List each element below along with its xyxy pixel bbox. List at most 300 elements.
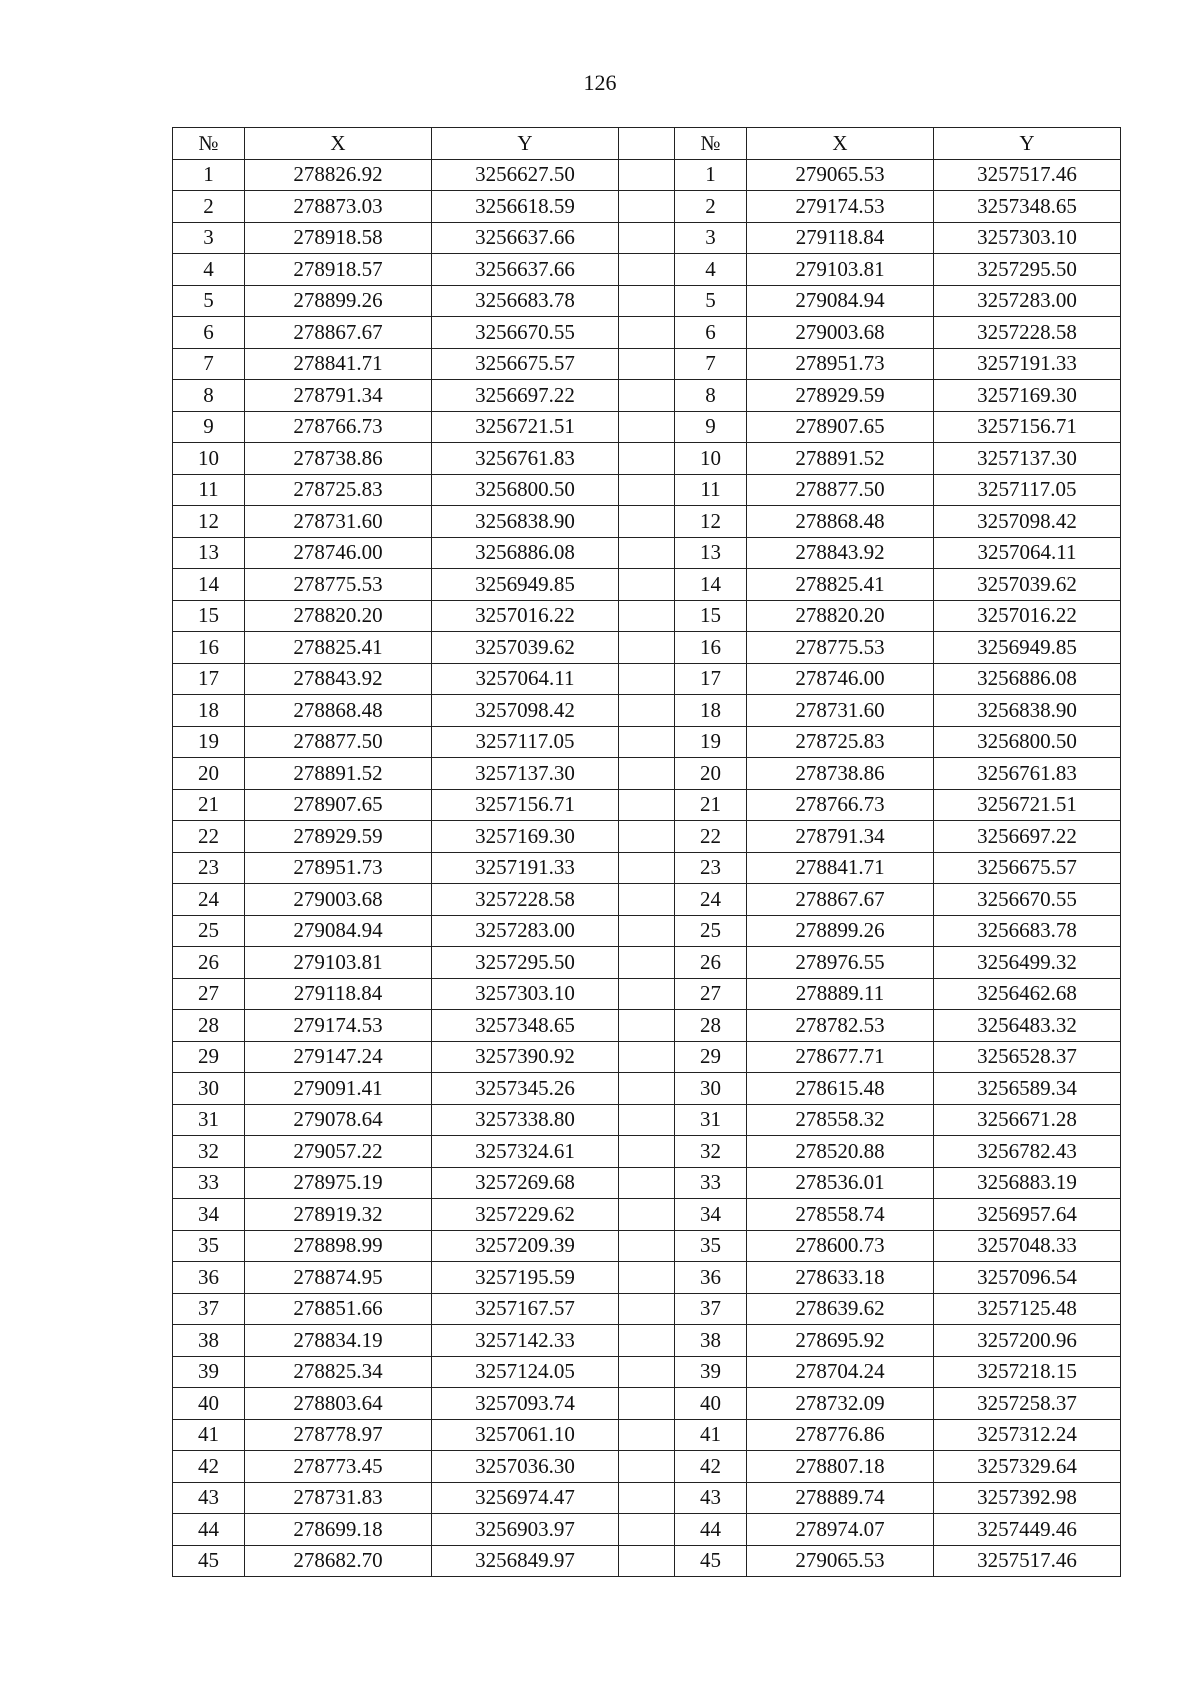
left-y-value: 3256683.78	[432, 285, 619, 317]
right-y-value: 3256675.57	[934, 852, 1121, 884]
left-y-value: 3256637.66	[432, 254, 619, 286]
table-row	[173, 821, 1121, 853]
left-point-number: 23	[173, 852, 245, 884]
right-point-number: 29	[675, 1041, 747, 1073]
right-point-number: 17	[675, 663, 747, 695]
right-point-number: 28	[675, 1010, 747, 1042]
right-x-value: 279174.53	[747, 191, 934, 223]
gap-cell	[619, 1136, 675, 1168]
left-point-number: 18	[173, 695, 245, 727]
table-row	[173, 1167, 1121, 1199]
left-point-number: 15	[173, 600, 245, 632]
table-row	[173, 1230, 1121, 1262]
right-y-value: 3256589.34	[934, 1073, 1121, 1105]
left-x-value: 278682.70	[245, 1545, 432, 1577]
gap-cell	[619, 758, 675, 790]
right-x-value: 278825.41	[747, 569, 934, 601]
left-point-number: 12	[173, 506, 245, 538]
table-row	[173, 1293, 1121, 1325]
right-point-number: 26	[675, 947, 747, 979]
right-point-number: 9	[675, 411, 747, 443]
right-x-value: 278725.83	[747, 726, 934, 758]
left-x-value: 278877.50	[245, 726, 432, 758]
right-x-value: 278951.73	[747, 348, 934, 380]
left-point-number: 17	[173, 663, 245, 695]
left-x-value: 278918.58	[245, 222, 432, 254]
right-point-number: 43	[675, 1482, 747, 1514]
left-y-value: 3257303.10	[432, 978, 619, 1010]
left-x-value: 278929.59	[245, 821, 432, 853]
left-x-value: 278825.41	[245, 632, 432, 664]
right-point-number: 18	[675, 695, 747, 727]
right-point-number: 33	[675, 1167, 747, 1199]
gap-cell	[619, 1514, 675, 1546]
left-point-number: 14	[173, 569, 245, 601]
right-y-value: 3257348.65	[934, 191, 1121, 223]
left-x-value: 278803.64	[245, 1388, 432, 1420]
left-y-value: 3257191.33	[432, 852, 619, 884]
right-point-number: 44	[675, 1514, 747, 1546]
gap-cell	[619, 1230, 675, 1262]
left-num-header: №	[173, 128, 245, 160]
gap-cell	[619, 569, 675, 601]
right-y-value: 3256883.19	[934, 1167, 1121, 1199]
right-x-value: 278746.00	[747, 663, 934, 695]
left-x-value: 278791.34	[245, 380, 432, 412]
right-x-value: 279065.53	[747, 1545, 934, 1577]
right-point-number: 20	[675, 758, 747, 790]
right-y-value: 3257449.46	[934, 1514, 1121, 1546]
right-y-value: 3256683.78	[934, 915, 1121, 947]
right-point-number: 42	[675, 1451, 747, 1483]
left-y-value: 3256637.66	[432, 222, 619, 254]
right-y-value: 3256721.51	[934, 789, 1121, 821]
right-x-value: 278738.86	[747, 758, 934, 790]
gap-cell	[619, 632, 675, 664]
left-y-value: 3256627.50	[432, 159, 619, 191]
left-point-number: 27	[173, 978, 245, 1010]
left-y-header: Y	[432, 128, 619, 160]
table-row	[173, 1482, 1121, 1514]
table-row	[173, 380, 1121, 412]
right-y-value: 3256670.55	[934, 884, 1121, 916]
right-point-number: 30	[675, 1073, 747, 1105]
table-row	[173, 726, 1121, 758]
gap-cell	[619, 1356, 675, 1388]
left-point-number: 24	[173, 884, 245, 916]
table-row	[173, 1388, 1121, 1420]
left-x-value: 278773.45	[245, 1451, 432, 1483]
left-point-number: 26	[173, 947, 245, 979]
gap-cell	[619, 191, 675, 223]
right-x-value: 278677.71	[747, 1041, 934, 1073]
left-y-value: 3257039.62	[432, 632, 619, 664]
right-point-number: 45	[675, 1545, 747, 1577]
right-y-value: 3257098.42	[934, 506, 1121, 538]
left-x-value: 278867.67	[245, 317, 432, 349]
right-x-value: 279003.68	[747, 317, 934, 349]
right-y-value: 3257392.98	[934, 1482, 1121, 1514]
table-row	[173, 1419, 1121, 1451]
left-y-value: 3257345.26	[432, 1073, 619, 1105]
left-x-value: 278825.34	[245, 1356, 432, 1388]
left-y-value: 3257156.71	[432, 789, 619, 821]
right-x-value: 279084.94	[747, 285, 934, 317]
right-point-number: 34	[675, 1199, 747, 1231]
table-header-row	[173, 128, 1121, 160]
right-x-value: 279065.53	[747, 159, 934, 191]
right-x-value: 278775.53	[747, 632, 934, 664]
left-y-value: 3256670.55	[432, 317, 619, 349]
right-y-value: 3257517.46	[934, 159, 1121, 191]
left-x-value: 278820.20	[245, 600, 432, 632]
right-y-value: 3256671.28	[934, 1104, 1121, 1136]
gap-cell	[619, 821, 675, 853]
table-row	[173, 317, 1121, 349]
right-point-number: 24	[675, 884, 747, 916]
table-row	[173, 411, 1121, 443]
right-y-value: 3256483.32	[934, 1010, 1121, 1042]
left-point-number: 34	[173, 1199, 245, 1231]
gap-cell	[619, 1262, 675, 1294]
gap-cell	[619, 1199, 675, 1231]
right-x-value: 278899.26	[747, 915, 934, 947]
left-y-value: 3256903.97	[432, 1514, 619, 1546]
gap-cell	[619, 348, 675, 380]
left-x-value: 278778.97	[245, 1419, 432, 1451]
left-point-number: 5	[173, 285, 245, 317]
gap-cell	[619, 1104, 675, 1136]
table-row	[173, 600, 1121, 632]
right-x-value: 278695.92	[747, 1325, 934, 1357]
table-row	[173, 443, 1121, 475]
left-y-value: 3257061.10	[432, 1419, 619, 1451]
table-row	[173, 978, 1121, 1010]
right-y-value: 3257096.54	[934, 1262, 1121, 1294]
gap-cell	[619, 978, 675, 1010]
left-point-number: 40	[173, 1388, 245, 1420]
right-point-number: 32	[675, 1136, 747, 1168]
left-y-value: 3257209.39	[432, 1230, 619, 1262]
gap-cell	[619, 600, 675, 632]
right-x-value: 278820.20	[747, 600, 934, 632]
left-x-value: 279174.53	[245, 1010, 432, 1042]
left-point-number: 22	[173, 821, 245, 853]
right-point-number: 5	[675, 285, 747, 317]
right-y-value: 3257258.37	[934, 1388, 1121, 1420]
right-x-value: 278891.52	[747, 443, 934, 475]
right-y-value: 3257117.05	[934, 474, 1121, 506]
left-y-value: 3257390.92	[432, 1041, 619, 1073]
gap-cell	[619, 1167, 675, 1199]
gap-cell	[619, 159, 675, 191]
right-point-number: 3	[675, 222, 747, 254]
right-point-number: 13	[675, 537, 747, 569]
left-y-value: 3257229.62	[432, 1199, 619, 1231]
table-row	[173, 1545, 1121, 1577]
right-point-number: 4	[675, 254, 747, 286]
right-point-number: 36	[675, 1262, 747, 1294]
gap-cell	[619, 474, 675, 506]
right-y-value: 3256949.85	[934, 632, 1121, 664]
right-x-value: 278776.86	[747, 1419, 934, 1451]
right-y-value: 3257064.11	[934, 537, 1121, 569]
left-y-value: 3256618.59	[432, 191, 619, 223]
left-point-number: 13	[173, 537, 245, 569]
right-y-value: 3257048.33	[934, 1230, 1121, 1262]
right-y-header: Y	[934, 128, 1121, 160]
left-point-number: 43	[173, 1482, 245, 1514]
right-x-value: 278868.48	[747, 506, 934, 538]
left-point-number: 32	[173, 1136, 245, 1168]
right-x-value: 278843.92	[747, 537, 934, 569]
table-row	[173, 1451, 1121, 1483]
left-point-number: 20	[173, 758, 245, 790]
left-x-value: 278891.52	[245, 758, 432, 790]
right-x-header: X	[747, 128, 934, 160]
left-y-value: 3256675.57	[432, 348, 619, 380]
right-point-number: 25	[675, 915, 747, 947]
left-point-number: 2	[173, 191, 245, 223]
gap-cell	[619, 380, 675, 412]
left-y-value: 3257064.11	[432, 663, 619, 695]
right-point-number: 41	[675, 1419, 747, 1451]
left-point-number: 37	[173, 1293, 245, 1325]
right-y-value: 3257312.24	[934, 1419, 1121, 1451]
left-x-value: 278738.86	[245, 443, 432, 475]
right-point-number: 12	[675, 506, 747, 538]
right-y-value: 3256782.43	[934, 1136, 1121, 1168]
left-x-header: X	[245, 128, 432, 160]
left-point-number: 35	[173, 1230, 245, 1262]
right-y-value: 3256957.64	[934, 1199, 1121, 1231]
left-y-value: 3256721.51	[432, 411, 619, 443]
right-point-number: 6	[675, 317, 747, 349]
left-point-number: 16	[173, 632, 245, 664]
gap-cell	[619, 128, 675, 160]
left-x-value: 278843.92	[245, 663, 432, 695]
left-point-number: 6	[173, 317, 245, 349]
right-point-number: 1	[675, 159, 747, 191]
left-x-value: 278975.19	[245, 1167, 432, 1199]
left-point-number: 11	[173, 474, 245, 506]
left-point-number: 9	[173, 411, 245, 443]
page-number: 126	[583, 70, 617, 95]
table-row	[173, 884, 1121, 916]
left-y-value: 3257016.22	[432, 600, 619, 632]
left-y-value: 3257269.68	[432, 1167, 619, 1199]
right-point-number: 31	[675, 1104, 747, 1136]
right-x-value: 278600.73	[747, 1230, 934, 1262]
right-x-value: 279103.81	[747, 254, 934, 286]
left-x-value: 279003.68	[245, 884, 432, 916]
right-x-value: 278907.65	[747, 411, 934, 443]
table-row	[173, 569, 1121, 601]
left-y-value: 3257117.05	[432, 726, 619, 758]
left-point-number: 28	[173, 1010, 245, 1042]
right-point-number: 22	[675, 821, 747, 853]
left-x-value: 278874.95	[245, 1262, 432, 1294]
right-x-value: 278976.55	[747, 947, 934, 979]
left-point-number: 7	[173, 348, 245, 380]
right-x-value: 278877.50	[747, 474, 934, 506]
left-x-value: 278834.19	[245, 1325, 432, 1357]
right-x-value: 278867.67	[747, 884, 934, 916]
left-x-value: 278851.66	[245, 1293, 432, 1325]
table-row	[173, 1514, 1121, 1546]
left-point-number: 38	[173, 1325, 245, 1357]
gap-cell	[619, 1293, 675, 1325]
right-x-value: 278889.74	[747, 1482, 934, 1514]
right-y-value: 3256499.32	[934, 947, 1121, 979]
right-point-number: 40	[675, 1388, 747, 1420]
left-y-value: 3257036.30	[432, 1451, 619, 1483]
table-row	[173, 1136, 1121, 1168]
left-x-value: 279084.94	[245, 915, 432, 947]
left-y-value: 3257324.61	[432, 1136, 619, 1168]
table-row	[173, 1041, 1121, 1073]
left-x-value: 278731.60	[245, 506, 432, 538]
table-row	[173, 1010, 1121, 1042]
left-y-value: 3257283.00	[432, 915, 619, 947]
right-point-number: 35	[675, 1230, 747, 1262]
right-point-number: 27	[675, 978, 747, 1010]
table-row	[173, 506, 1121, 538]
gap-cell	[619, 222, 675, 254]
left-y-value: 3257338.80	[432, 1104, 619, 1136]
table-row	[173, 947, 1121, 979]
table-body	[173, 159, 1121, 1577]
right-point-number: 15	[675, 600, 747, 632]
left-y-value: 3257093.74	[432, 1388, 619, 1420]
gap-cell	[619, 1451, 675, 1483]
table-row	[173, 758, 1121, 790]
left-x-value: 279091.41	[245, 1073, 432, 1105]
left-point-number: 41	[173, 1419, 245, 1451]
right-point-number: 21	[675, 789, 747, 821]
left-x-value: 278746.00	[245, 537, 432, 569]
right-x-value: 278807.18	[747, 1451, 934, 1483]
right-x-value: 278615.48	[747, 1073, 934, 1105]
table-row	[173, 852, 1121, 884]
left-y-value: 3257228.58	[432, 884, 619, 916]
gap-cell	[619, 254, 675, 286]
left-x-value: 278731.83	[245, 1482, 432, 1514]
right-x-value: 278782.53	[747, 1010, 934, 1042]
right-x-value: 278558.74	[747, 1199, 934, 1231]
right-x-value: 278633.18	[747, 1262, 934, 1294]
right-y-value: 3257016.22	[934, 600, 1121, 632]
right-x-value: 278766.73	[747, 789, 934, 821]
right-y-value: 3257191.33	[934, 348, 1121, 380]
table-row	[173, 474, 1121, 506]
gap-cell	[619, 1041, 675, 1073]
right-point-number: 7	[675, 348, 747, 380]
gap-cell	[619, 1482, 675, 1514]
right-x-value: 278639.62	[747, 1293, 934, 1325]
left-x-value: 278826.92	[245, 159, 432, 191]
right-y-value: 3257228.58	[934, 317, 1121, 349]
left-x-value: 278919.32	[245, 1199, 432, 1231]
table-row	[173, 191, 1121, 223]
left-x-value: 279057.22	[245, 1136, 432, 1168]
right-y-value: 3257283.00	[934, 285, 1121, 317]
right-y-value: 3257517.46	[934, 1545, 1121, 1577]
right-point-number: 14	[675, 569, 747, 601]
left-point-number: 10	[173, 443, 245, 475]
right-x-value: 278841.71	[747, 852, 934, 884]
left-y-value: 3257169.30	[432, 821, 619, 853]
table-row	[173, 1199, 1121, 1231]
gap-cell	[619, 1419, 675, 1451]
left-x-value: 279147.24	[245, 1041, 432, 1073]
right-point-number: 38	[675, 1325, 747, 1357]
right-x-value: 278732.09	[747, 1388, 934, 1420]
left-y-value: 3257348.65	[432, 1010, 619, 1042]
right-x-value: 278929.59	[747, 380, 934, 412]
left-point-number: 39	[173, 1356, 245, 1388]
right-x-value: 278889.11	[747, 978, 934, 1010]
left-x-value: 278899.26	[245, 285, 432, 317]
gap-cell	[619, 411, 675, 443]
right-y-value: 3256800.50	[934, 726, 1121, 758]
table-row	[173, 1073, 1121, 1105]
gap-cell	[619, 1010, 675, 1042]
table-row	[173, 1356, 1121, 1388]
left-y-value: 3256949.85	[432, 569, 619, 601]
left-point-number: 29	[173, 1041, 245, 1073]
right-y-value: 3256838.90	[934, 695, 1121, 727]
left-x-value: 278918.57	[245, 254, 432, 286]
gap-cell	[619, 789, 675, 821]
table-row	[173, 789, 1121, 821]
right-y-value: 3256528.37	[934, 1041, 1121, 1073]
right-y-value: 3257218.15	[934, 1356, 1121, 1388]
left-point-number: 21	[173, 789, 245, 821]
gap-cell	[619, 317, 675, 349]
left-x-value: 278775.53	[245, 569, 432, 601]
gap-cell	[619, 663, 675, 695]
left-point-number: 45	[173, 1545, 245, 1577]
right-x-value: 278791.34	[747, 821, 934, 853]
coordinates-table	[172, 127, 1121, 1577]
left-point-number: 33	[173, 1167, 245, 1199]
right-y-value: 3256462.68	[934, 978, 1121, 1010]
table-row	[173, 695, 1121, 727]
table-row	[173, 285, 1121, 317]
table-row	[173, 632, 1121, 664]
left-x-value: 278725.83	[245, 474, 432, 506]
left-x-value: 279103.81	[245, 947, 432, 979]
left-x-value: 278699.18	[245, 1514, 432, 1546]
right-y-value: 3257329.64	[934, 1451, 1121, 1483]
table-row	[173, 254, 1121, 286]
left-point-number: 42	[173, 1451, 245, 1483]
right-x-value: 278974.07	[747, 1514, 934, 1546]
left-y-value: 3256800.50	[432, 474, 619, 506]
left-y-value: 3256974.47	[432, 1482, 619, 1514]
table-row	[173, 1262, 1121, 1294]
right-x-value: 278558.32	[747, 1104, 934, 1136]
table-row	[173, 1325, 1121, 1357]
left-point-number: 30	[173, 1073, 245, 1105]
table-row	[173, 159, 1121, 191]
left-y-value: 3256838.90	[432, 506, 619, 538]
left-y-value: 3257137.30	[432, 758, 619, 790]
left-x-value: 279078.64	[245, 1104, 432, 1136]
gap-cell	[619, 852, 675, 884]
left-point-number: 31	[173, 1104, 245, 1136]
